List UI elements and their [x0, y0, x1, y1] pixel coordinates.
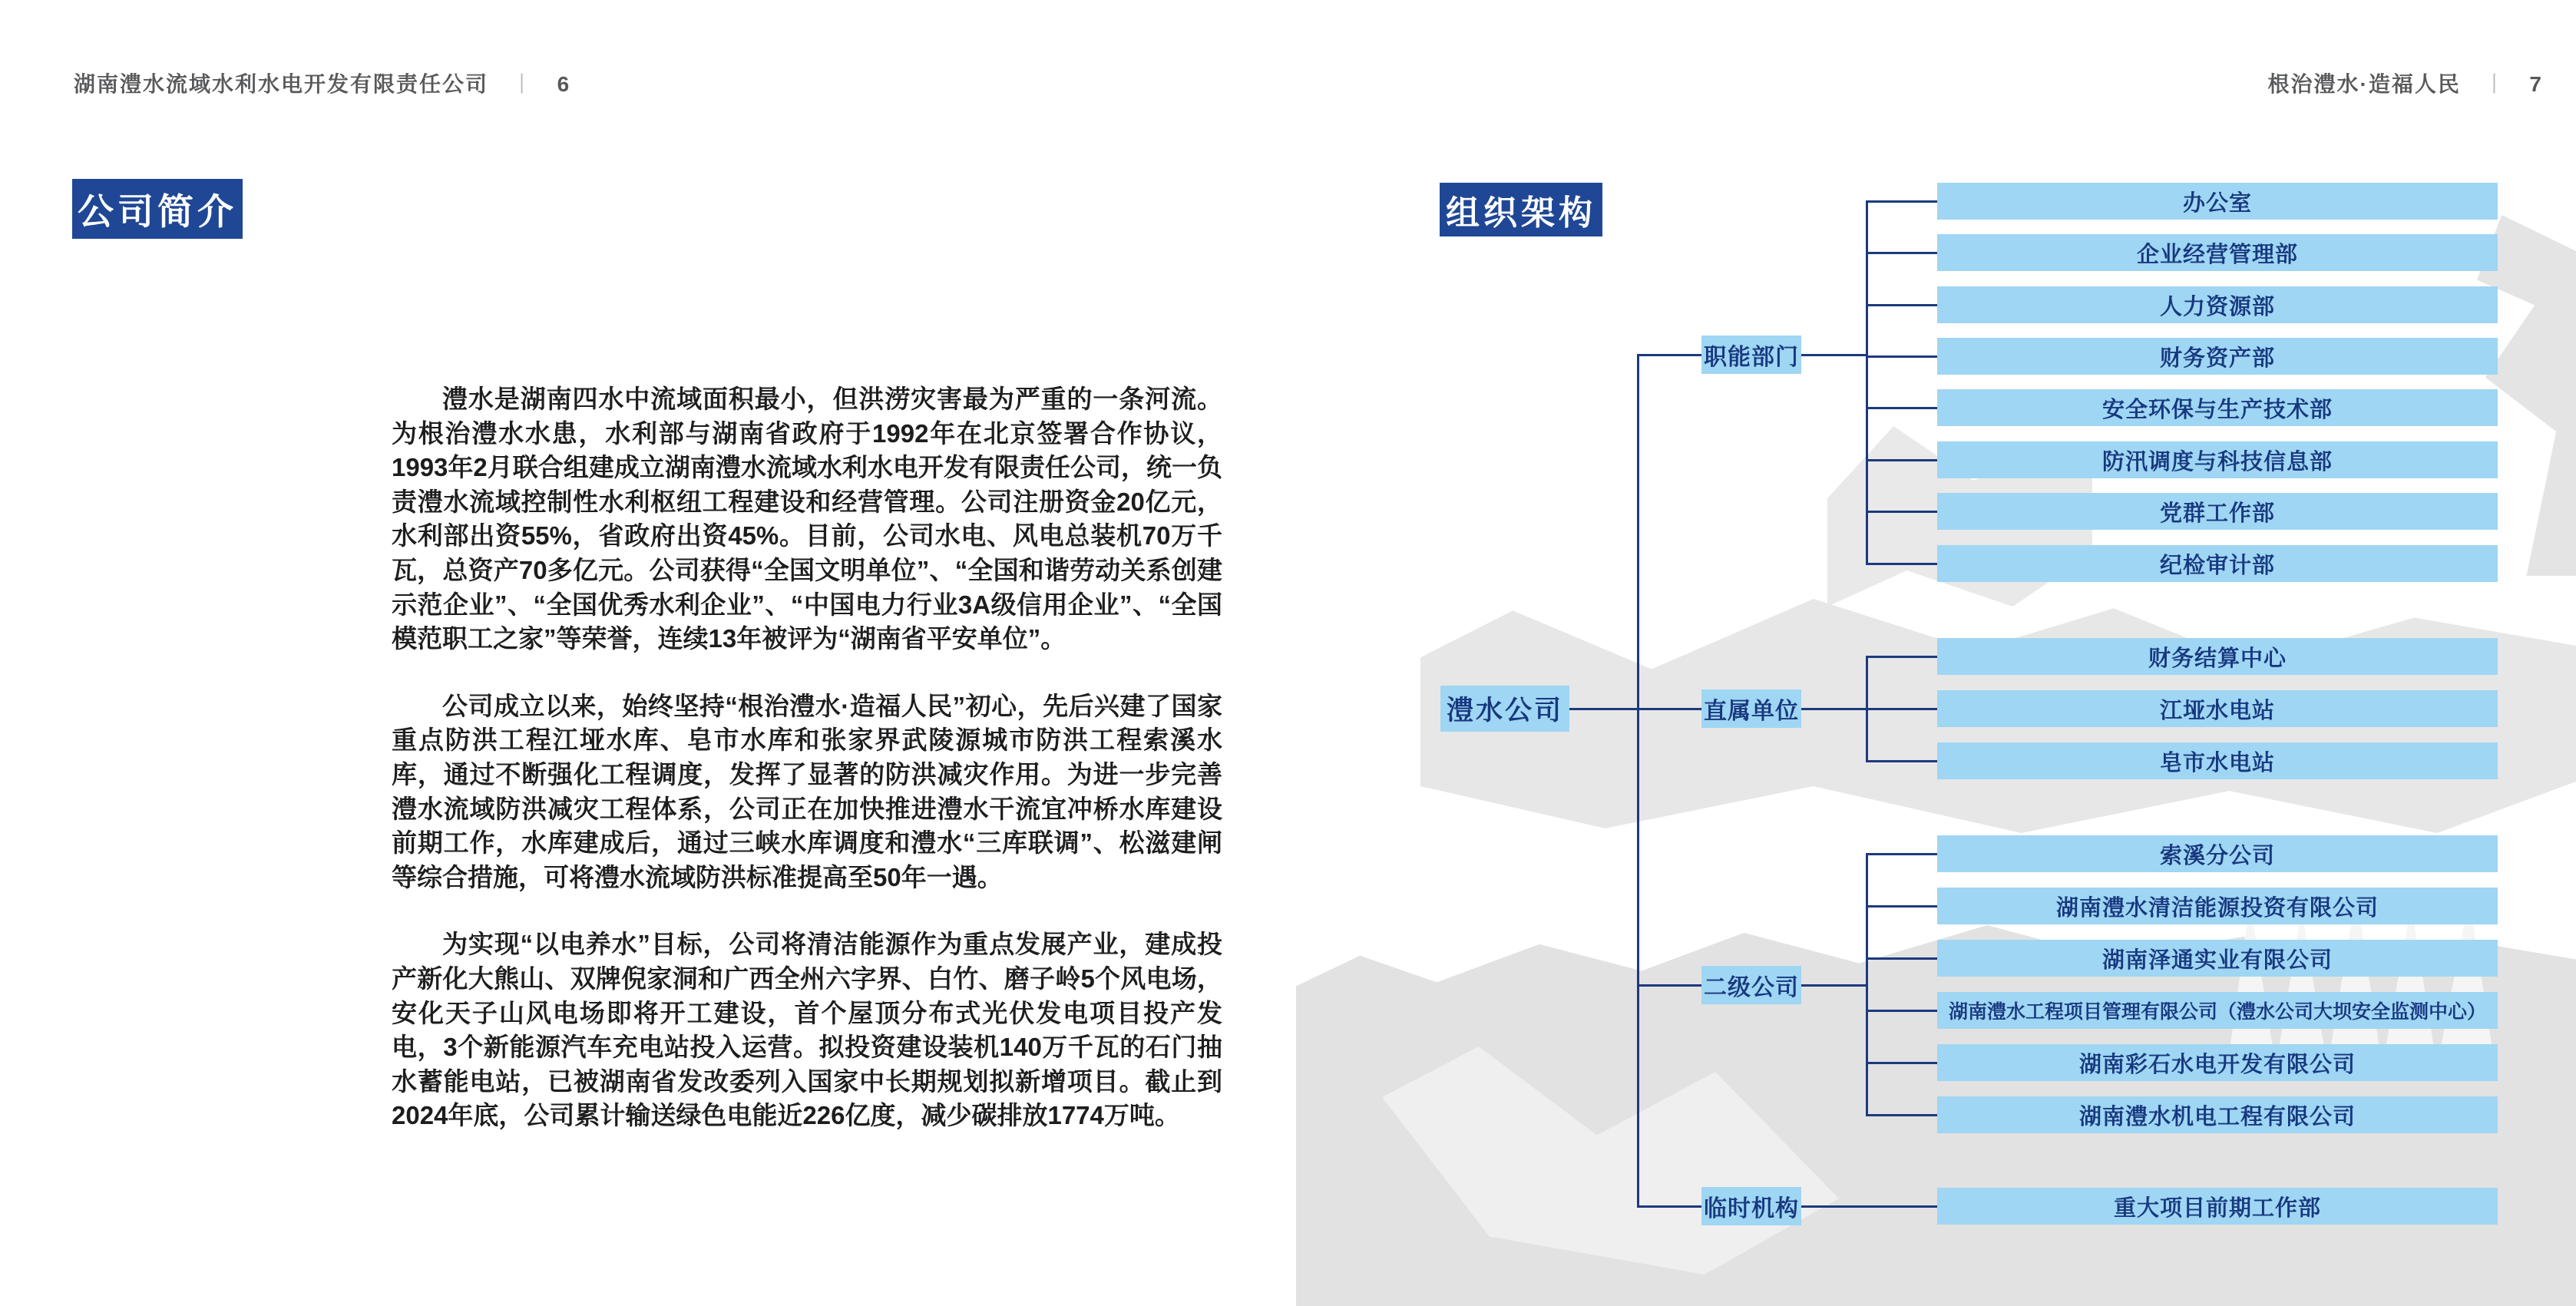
org-category-to-bracket-line — [1801, 354, 1866, 356]
org-bracket-stub-line — [1866, 708, 1937, 710]
org-unit-box: 湖南澧水机电工程有限公司 — [1937, 1096, 2498, 1133]
org-bracket-line — [1866, 200, 1868, 564]
org-category-to-box-line — [1801, 1205, 1937, 1208]
left-header-company-name: 湖南澧水流域水利水电开发有限责任公司 — [74, 72, 489, 96]
right-header-slogan: 根治澧水·造福人民 — [2267, 72, 2461, 96]
org-bracket-stub-line — [1866, 957, 1937, 960]
org-trunk-line — [1637, 354, 1639, 1207]
org-structure-title: 组织架构 — [1440, 183, 1602, 236]
left-header-divider: 丨 — [511, 72, 534, 96]
org-bracket-stub-line — [1866, 1010, 1937, 1012]
org-unit-box: 湖南泽通实业有限公司 — [1937, 940, 2498, 977]
org-bracket-stub-line — [1866, 905, 1937, 908]
org-unit-box: 皂市水电站 — [1937, 742, 2498, 779]
org-unit-box: 湖南澧水清洁能源投资有限公司 — [1937, 888, 2498, 924]
left-page-number: 6 — [557, 72, 571, 96]
org-bracket-stub-line — [1866, 304, 1937, 306]
org-category-node: 直属单位 — [1701, 689, 1801, 728]
org-bracket-stub-line — [1866, 355, 1937, 358]
org-bracket-stub-line — [1866, 511, 1937, 513]
org-trunk-to-category-line — [1637, 1205, 1701, 1208]
org-unit-box: 湖南彩石水电开发有限公司 — [1937, 1044, 2498, 1081]
org-category-to-bracket-line — [1801, 984, 1866, 987]
org-bracket-stub-line — [1866, 1062, 1937, 1064]
org-unit-box: 纪检审计部 — [1937, 545, 2498, 582]
company-intro-title: 公司简介 — [72, 179, 243, 239]
org-unit-box: 索溪分公司 — [1937, 835, 2498, 872]
org-unit-box: 江垭水电站 — [1937, 690, 2498, 727]
org-category-node: 职能部门 — [1701, 336, 1801, 374]
org-bracket-stub-line — [1866, 656, 1937, 658]
org-root-node: 澧水公司 — [1440, 686, 1569, 732]
intro-paragraph-2: 公司成立以来，始终坚持“根治澧水·造福人民”初心，先后兴建了国家重点防洪工程江垭水库、皂市水库和张家界武陵源城市防洪工程索溪水库，通过不断强化工程调度，发挥了显著的防洪减灾作用。为进一步完善澧水流域防洪减灾工程体系，公司正在加快推进澧水干流宜冲桥水库建设前期工作，水库建成后，通过三峡水库调度和澧水“三库联调”、松滋建闸等综合措施，可将澧水流域防洪标准提高至50年一遇。 — [392, 691, 1222, 891]
org-category-node: 二级公司 — [1701, 966, 1801, 1004]
org-unit-box: 企业经营管理部 — [1937, 234, 2498, 271]
org-unit-box: 安全环保与生产技术部 — [1937, 389, 2498, 426]
org-bracket-stub-line — [1866, 1114, 1937, 1116]
org-unit-box: 党群工作部 — [1937, 493, 2498, 530]
org-category-to-bracket-line — [1801, 708, 1866, 710]
org-trunk-to-category-line — [1637, 354, 1701, 356]
org-bracket-stub-line — [1866, 853, 1937, 855]
org-unit-box: 湖南澧水工程项目管理有限公司（澧水公司大坝安全监测中心） — [1937, 992, 2498, 1029]
org-bracket-stub-line — [1866, 252, 1937, 254]
org-unit-box: 财务结算中心 — [1937, 638, 2498, 675]
intro-paragraph-3: 为实现“以电养水”目标，公司将清洁能源作为重点发展产业，建成投产新化大熊山、双牌倪家洞和广西全州六字界、白竹、磨子岭5个风电场，安化天子山风电场即将开工建设，首个屋顶分布式光伏发电项目投产发电，3个新能源汽车充电站投入运营。拟投资建设装机140万千瓦的石门抽水蓄能电站，已被湖南省发改委列入国家中长期规划拟新增项目。截止到2024年底，公司累计输送绿色电能近226亿度，减少碳排放1774万吨。 — [392, 930, 1222, 1130]
org-bracket-stub-line — [1866, 563, 1937, 565]
org-unit-box: 人力资源部 — [1937, 286, 2498, 323]
org-bracket-line — [1866, 853, 1868, 1116]
org-unit-box: 办公室 — [1937, 183, 2498, 220]
org-bracket-stub-line — [1866, 760, 1937, 762]
intro-paragraph-1: 澧水是湖南四水中流域面积最小，但洪涝灾害最为严重的一条河流。为根治澧水水患，水利部与湖南省政府于1992年在北京签署合作协议，1993年2月联合组建成立湖南澧水流域水利水电开发有限责任公司，统一负责澧水流域控制性水利枢纽工程建设和经营管理。公司注册资金20亿元，水利部出资55%，省政府出资45%。目前，公司水电、风电总装机70万千瓦，总资产70多亿元。公司获得“全国文明单位”、“全国和谐劳动关系创建示范企业”、“全国优秀水利企业”、“中国电力行业3A级信用企业”、“全国模范职工之家”等荣誉，连续13年被评为“湖南省平安单位”。 — [392, 385, 1222, 653]
org-root-connector — [1569, 708, 1701, 710]
right-page-number: 7 — [2529, 72, 2543, 96]
org-bracket-stub-line — [1866, 407, 1937, 409]
org-unit-box: 重大项目前期工作部 — [1937, 1188, 2498, 1225]
org-category-node: 临时机构 — [1701, 1187, 1801, 1225]
right-header-divider: 丨 — [2483, 72, 2507, 96]
org-bracket-stub-line — [1866, 459, 1937, 461]
org-trunk-to-category-line — [1637, 984, 1701, 987]
org-unit-box: 防汛调度与科技信息部 — [1937, 441, 2498, 478]
org-unit-box: 财务资产部 — [1937, 338, 2498, 375]
org-bracket-stub-line — [1866, 200, 1937, 203]
